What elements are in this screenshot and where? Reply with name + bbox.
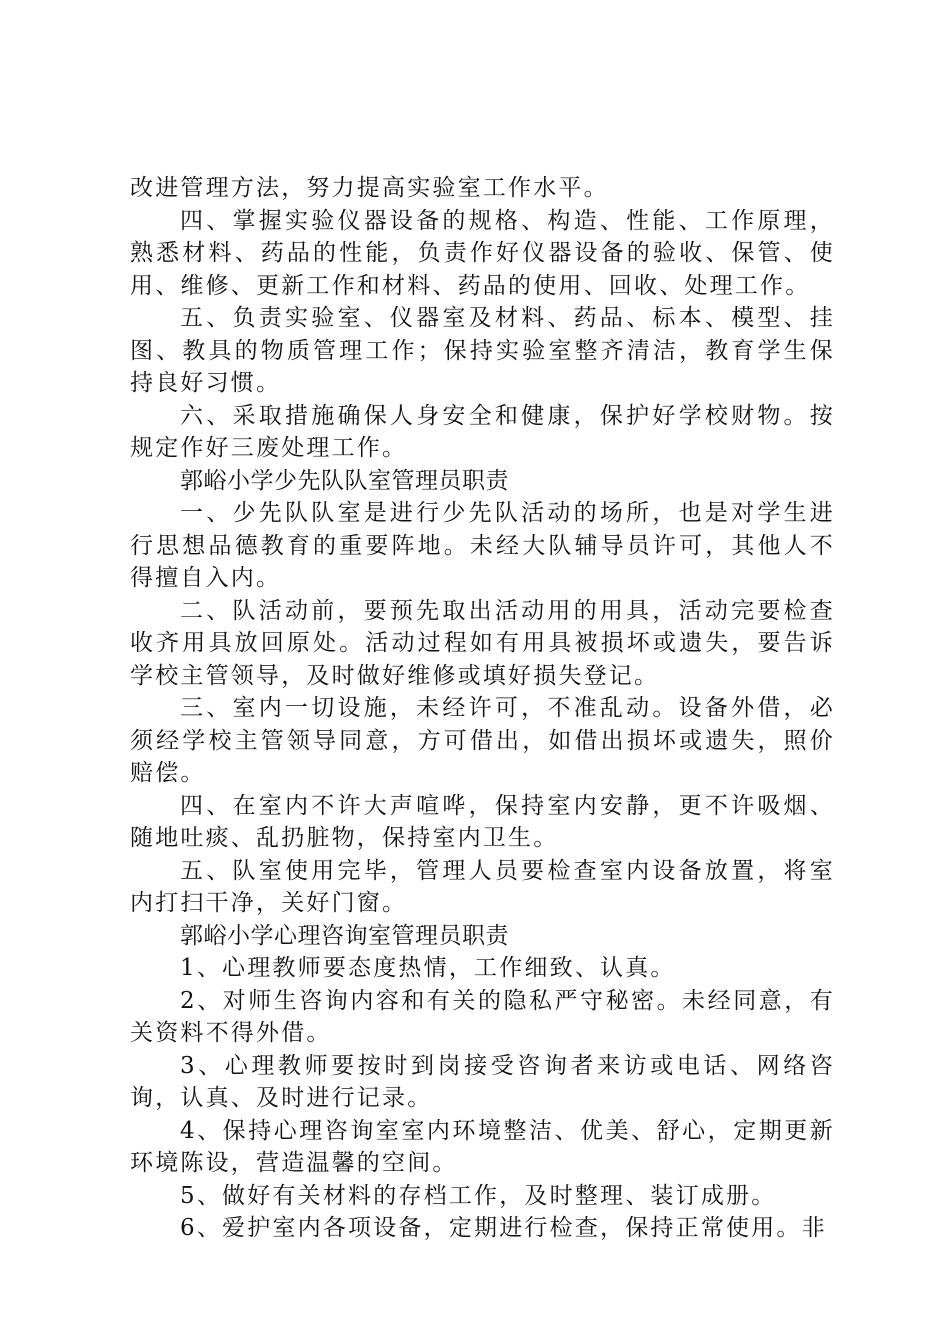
paragraph-lab-duty-5: 五、负责实验室、仪器室及材料、药品、标本、模型、挂图、教具的物质管理工作；保持实验室整齐清洁，教育学生保持良好习惯。	[130, 305, 835, 396]
paragraph-counseling-duty-2: 2、对师生咨询内容和有关的隐私严守秘密。未经同意，有关资料不得外借。	[130, 987, 835, 1046]
paragraph-counseling-duty-5: 5、做好有关材料的存档工作，及时整理、装订成册。	[180, 1182, 777, 1209]
section-heading-pioneer-room: 郭峪小学少先队队室管理员职责	[180, 467, 509, 494]
paragraph-counseling-duty-1: 1、心理教师要态度热情，工作细致、认真。	[180, 955, 676, 981]
paragraph-pioneer-duty-1: 一、少先队队室是进行少先队活动的场所，也是对学生进行思想品德教育的重要阵地。未经大队辅导员许可，其他人不得擅自入内。	[130, 500, 835, 591]
paragraph-counseling-duty-4: 4、保持心理咨询室室内环境整洁、优美、舒心，定期更新环境陈设，营造温馨的空间。	[130, 1117, 835, 1176]
paragraph-counseling-duty-6: 6、爱护室内各项设备，定期进行检查，保持正常使用。非	[180, 1215, 827, 1241]
paragraph-pioneer-duty-2: 二、队活动前，要预先取出活动用的用具，活动完要检查收齐用具放回原处。活动过程如有用具被损坏或遗失，要告诉学校主管领导，及时做好维修或填好损失登记。	[130, 597, 835, 689]
paragraph-pioneer-duty-4: 四、在室内不许大声喧哗，保持室内安静，更不许吸烟、随地吐痰、乱扔脏物，保持室内卫生。	[130, 792, 835, 851]
paragraph-pioneer-duty-3: 三、室内一切设施，未经许可，不准乱动。设备外借，必须经学校主管领导同意，方可借出，如借出损坏或遗失，照价赔偿。	[130, 695, 835, 786]
document-body	[130, 172, 835, 1245]
paragraph-pioneer-duty-5: 五、队室使用完毕，管理人员要检查室内设备放置，将室内打扫干净，关好门窗。	[130, 857, 835, 916]
paragraph-counseling-duty-3: 3、心理教师要按时到岗接受咨询者来访或电话、网络咨询，认真、及时进行记录。	[130, 1052, 835, 1111]
section-heading-counseling-room: 郭峪小学心理咨询室管理员职责	[180, 922, 509, 949]
paragraph-lab-duty-4: 四、掌握实验仪器设备的规格、构造、性能、工作原理，熟悉材料、药品的性能，负责作好仪器设备的验收、保管、使用、维修、更新工作和材料、药品的使用、回收、处理工作。	[130, 207, 835, 299]
paragraph-lab-duty-6: 六、采取措施确保人身安全和健康，保护好学校财物。按规定作好三废处理工作。	[130, 402, 835, 461]
paragraph-continuation: 改进管理方法，努力提高实验室工作水平。	[130, 175, 609, 201]
